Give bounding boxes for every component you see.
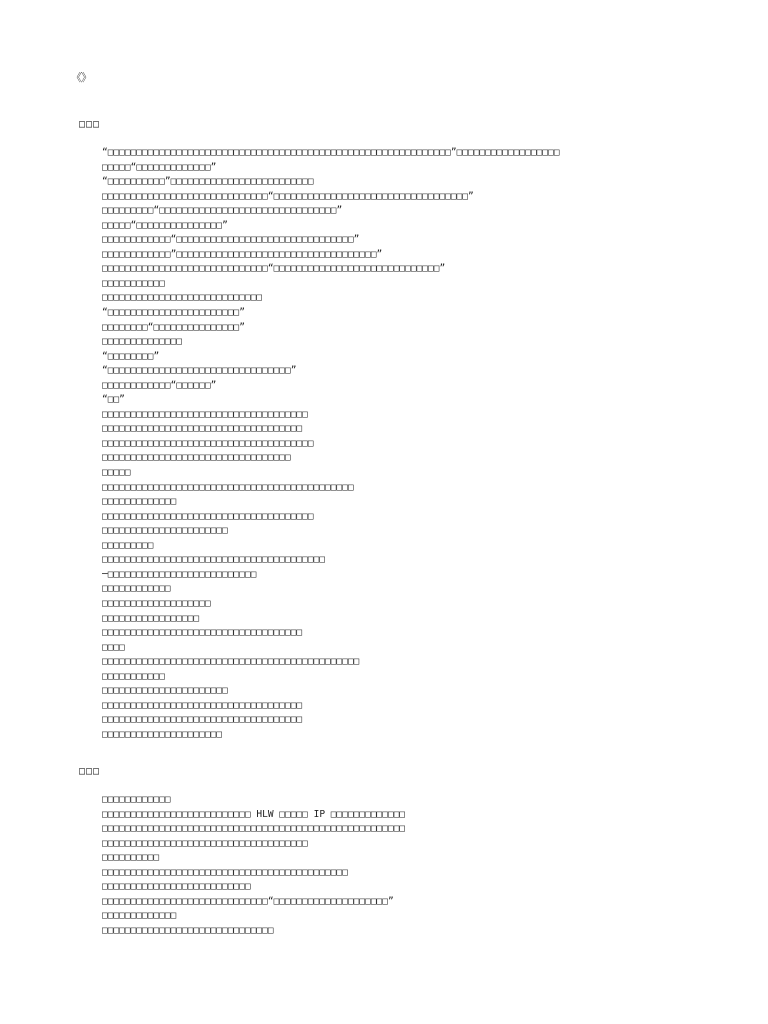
section-heading: □□□ — [79, 119, 101, 130]
text-line: □□□□□□□□□ — [102, 539, 154, 551]
text-line: □□□□□□□□□□□□ — [102, 583, 171, 595]
text-line: “□□□□□□□□□□”□□□□□□□□□□□□□□□□□□□□□□□□□ — [102, 176, 314, 188]
header-mark: 《》 — [71, 71, 91, 84]
text-line: □□□□□□□□□□□□□□□□□□□□□□□□□□□□□□□□□□□ — [102, 423, 303, 435]
text-line: □□□□□□□□□□□□□□□□□□□□□□□□□□□□□□ — [102, 924, 274, 936]
text-line: □□□□□□□□□□□□□□□□□□□□□□□□□□□□□□□□□□□□ — [102, 837, 308, 849]
text-line: □□□□□□□□□□□□“□□□□□□□□□□□□□□□□□□□□□□□□□□□□□□□” — [102, 234, 360, 246]
text-line: “□□□□□□□□□□□□□□□□□□□□□□□□□□□□□□□□” — [102, 365, 297, 377]
text-line: □□□□□□□□□□□□“□□□□□□” — [102, 379, 217, 391]
text-line: □□□□□□□□□□□ — [102, 277, 165, 289]
text-line: □□□□□□□□□□□□□□□□□□□□□□ — [102, 525, 228, 537]
section-heading: □□□ — [79, 766, 101, 777]
text-line: □□□□□□□□□□□□□□□□□□□□□□□□□□□□□□□□□□□ — [102, 627, 303, 639]
text-line: □□□□□“□□□□□□□□□□□□□” — [102, 161, 217, 173]
text-line: □□□□□□□□□□□□□□□□□□□□□□□□□□□□□“□□□□□□□□□□□□□□□□□□□□□□□□□□□□□” — [102, 263, 446, 275]
text-line: □□□□□□□□□□□□□ — [102, 910, 177, 922]
text-line: □□□□□□□□□□□□□□□□□□□□□□□□□□□□□□□□□□□□□□□□□□□□□□□□□□□□□ — [102, 823, 406, 835]
text-line: □□□□□□□□□□□□”□□□□□□□□□□□□□□□□□□□□□□□□□□□□□□□□□□□” — [102, 248, 383, 260]
text-line: □□□□□□□□□□□□□□□□□□□□□ — [102, 728, 223, 740]
text-line: □□□□□□□□□□□□□□□□□□□□□□□□□□□□□□□□□□□ — [102, 714, 303, 726]
text-line: □□□□□□□□□□ — [102, 852, 160, 864]
text-line: □□□□□□□□□□□□□□□□□□□□□□□□□□□□□□□□□□□□□□□ — [102, 554, 326, 566]
section-1 — [79, 118, 759, 742]
text-line: □□□□□□□□□□□□□□□□□□□□□□□□□□□□□“□□□□□□□□□□□□□□□□□□□□” — [102, 895, 394, 907]
text-line: □□□□□□□□□□□□□□ — [102, 336, 183, 348]
text-line: □□□□ — [102, 641, 125, 653]
text-line: □□□□□□□□□□□□□□□□□□□□□□□□□□□□□□□□□□□□□ — [102, 437, 314, 449]
text-line: □□□□□□□□□□□□□□□□□□□ — [102, 597, 211, 609]
text-line: □□□□□ — [102, 467, 131, 479]
text-line: □□□□□□□□□□□□□□□□□□□□□□□□□□□□□□□□□□□□□□□□□□□ — [102, 866, 348, 878]
text-line: □□□□□□□□□□□□□□□□□□□□□□□□□□□□□□□□□□□□ — [102, 408, 308, 420]
section-2 — [79, 765, 759, 938]
section-1-lines — [79, 146, 759, 742]
text-line: □□□□□□□□□□□□ — [102, 794, 171, 805]
text-line: “□□□□□□□□□□□□□□□□□□□□□□□□□□□□□□□□□□□□□□□□□□□□□□□□□□□□□□□□□□□□”□□□□□□□□□□□□□□□□□□ — [102, 147, 560, 158]
text-line: □□□□□□□□□□□□□ — [102, 496, 177, 508]
text-line: □□□□□□□□□□□□□□□□□□□□□□□□□□□□ — [102, 292, 263, 304]
text-line: □□□□□□□□□□□□□□□□□□□□□□□□□□ — [102, 881, 251, 893]
text-line: □□□□□□□□□□□□□□□□□□□□□□ — [102, 685, 228, 697]
text-line: □□□□□□□□□□□□□□□□□□□□□□□□□□□□□□□□□□□□□□□□□□□□□ — [102, 656, 360, 668]
text-line: □□□□□□□□□□□□□□□□□□□□□□□□□□□□□□□□□□□□□□□□□□□□ — [102, 481, 354, 493]
text-line: □□□□□“□□□□□□□□□□□□□□□” — [102, 219, 228, 231]
text-line: □□□□□□□□□□□□□□□□□□□□□□□□□□□□□□□□□□□□□ — [102, 510, 314, 522]
text-line: □□□□□□□□□“□□□□□□□□□□□□□□□□□□□□□□□□□□□□□□□” — [102, 205, 343, 217]
text-line: □□□□□□□□□□□□□□□□□□□□□□□□□□□□□“□□□□□□□□□□□□□□□□□□□□□□□□□□□□□□□□□□” — [102, 190, 474, 202]
section-2-lines — [79, 793, 759, 938]
text-line: □□□□□□□□“□□□□□□□□□□□□□□□” — [102, 321, 245, 333]
text-line: “□□□□□□□□□□□□□□□□□□□□□□□” — [102, 307, 245, 319]
text-line: □□□□□□□□□□□□□□□□□ — [102, 612, 200, 624]
text-line: □□□□□□□□□□□□□□□□□□□□□□□□□□□□□□□□□ — [102, 452, 291, 464]
text-line: □□□□□□□□□□□ — [102, 670, 165, 682]
text-line: ─□□□□□□□□□□□□□□□□□□□□□□□□□□ — [102, 568, 257, 580]
text-line: “□□□□□□□□” — [102, 350, 160, 362]
text-line: “□□” — [102, 394, 125, 406]
text-line: □□□□□□□□□□□□□□□□□□□□□□□□□□ HLW □□□□□ IP □□□□□□□□□□□□□ — [102, 808, 406, 820]
text-line: □□□□□□□□□□□□□□□□□□□□□□□□□□□□□□□□□□□ — [102, 699, 303, 711]
